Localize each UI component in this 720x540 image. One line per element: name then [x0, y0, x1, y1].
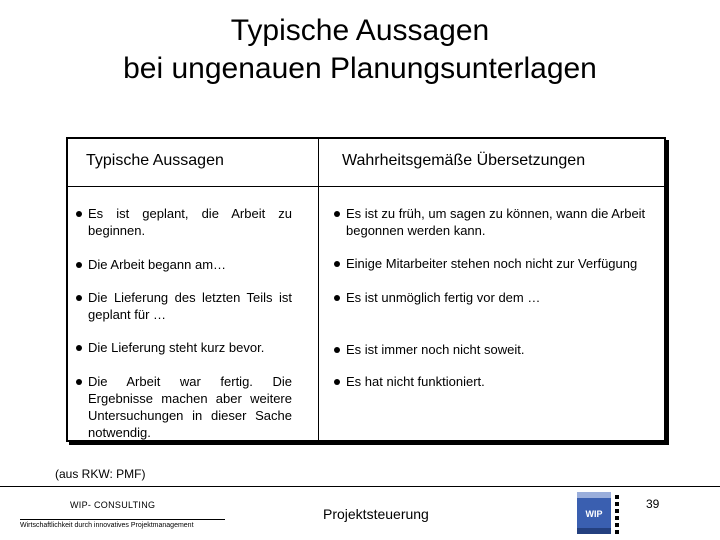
bullet-icon	[334, 347, 340, 353]
table-row-4-left: Die Lieferung steht kurz bevor.	[76, 339, 292, 356]
footer-tagline: Wirtschaftlichkeit durch innovatives Projektmanagement	[20, 519, 225, 529]
bullet-icon	[76, 295, 82, 301]
footer-section: Projektsteuerung	[323, 506, 429, 522]
wip-logo-icon	[575, 489, 627, 537]
column-divider	[318, 139, 319, 442]
bullet-icon	[334, 379, 340, 385]
header-divider	[68, 186, 664, 187]
page-number: 39	[646, 497, 660, 511]
title-line-1: Typische Aussagen	[230, 14, 490, 47]
bullet-icon	[76, 211, 82, 217]
table-row-4-right: Es ist immer noch nicht soweit.	[334, 341, 666, 358]
title-line-2: bei ungenauen Planungsunterlagen	[123, 52, 597, 85]
statements-table	[66, 137, 666, 442]
header-true-translations: Wahrheitsgemäße Übersetzungen	[342, 152, 586, 169]
bullet-icon	[76, 262, 82, 268]
header-typical-statements: Typische Aussagen	[86, 152, 224, 169]
footer-company: WIP- CONSULTING	[70, 500, 156, 510]
table-row-5-right: Es hat nicht funktioniert.	[334, 373, 666, 390]
footer-rule	[0, 486, 720, 487]
bullet-icon	[76, 379, 82, 385]
table-row-1-right: Es ist zu früh, um sagen zu können, wann die Arbeit begonnen werden kann.	[334, 205, 666, 239]
bullet-icon	[334, 295, 340, 301]
slide-title	[0, 12, 720, 88]
bullet-icon	[334, 261, 340, 267]
source-note: (aus RKW: PMF)	[55, 467, 146, 481]
table-row-3-left: Die Lieferung des letzten Teils ist geplant für …	[76, 289, 292, 323]
table-row-1-left: Es ist geplant, die Arbeit zu beginnen.	[76, 205, 292, 239]
table-row-5-left: Die Arbeit war fertig. Die Ergebnisse machen aber weitere Untersuchungen in dieser Sache notwendig.	[76, 373, 292, 441]
bullet-icon	[76, 345, 82, 351]
logo-text: WIP	[585, 509, 603, 519]
table-row-2-right: Einige Mitarbeiter stehen noch nicht zur Verfügung	[334, 255, 666, 272]
table-row-3-right: Es ist unmöglich fertig vor dem …	[334, 289, 666, 306]
table-row-2-left: Die Arbeit begann am…	[76, 256, 292, 273]
bullet-icon	[334, 211, 340, 217]
